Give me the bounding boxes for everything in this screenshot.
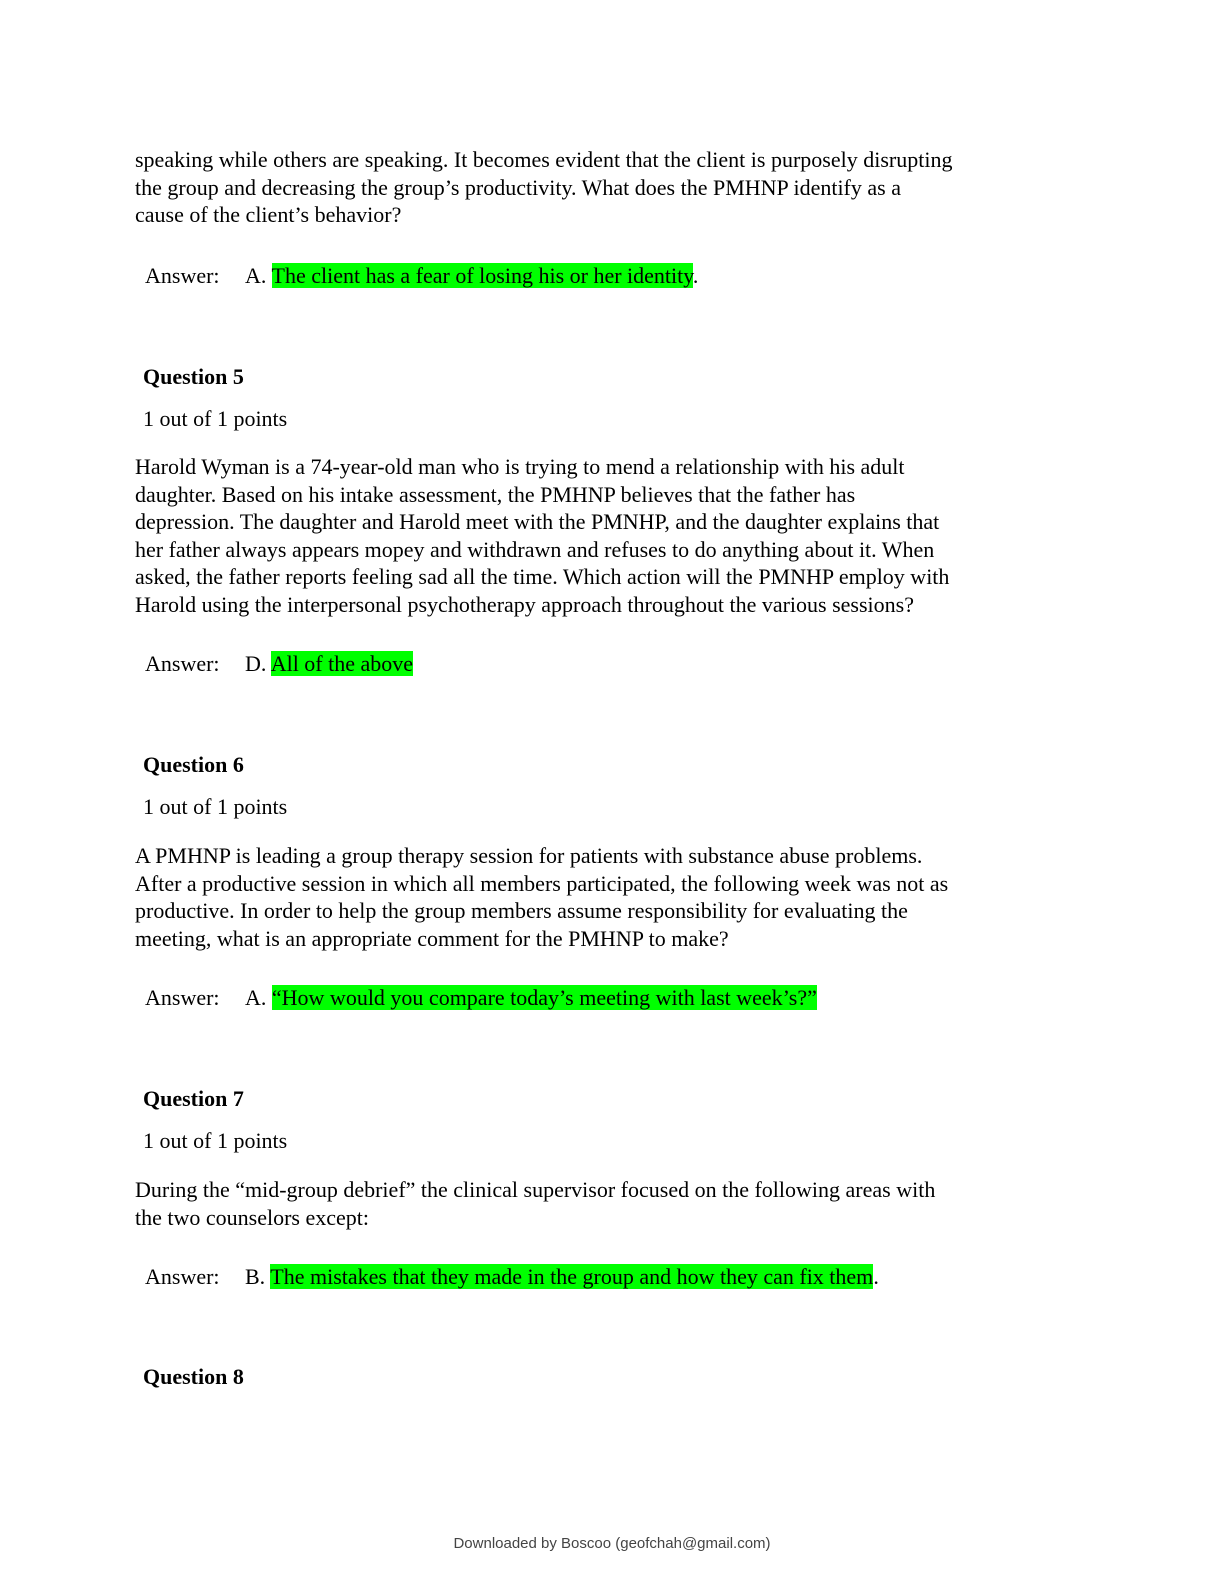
text-line: depression. The daughter and Harold meet with the PMNHP, and the daughter explains that (135, 509, 940, 534)
question-6-points: 1 out of 1 points (143, 794, 288, 819)
text-line: Harold using the interpersonal psychotherapy approach throughout the various sessions? (135, 591, 914, 617)
question-6-answer (145, 984, 817, 1011)
answer-trailing: . (692, 263, 699, 288)
text-line: cause of the client’s behavior? (135, 202, 402, 227)
question-4-text (135, 146, 1035, 229)
answer-letter: A. (245, 263, 267, 288)
question-6-text (135, 842, 1035, 952)
answer-label: Answer: (145, 1264, 220, 1289)
answer-letter: A. (245, 985, 267, 1010)
text-line: meeting, what is an appropriate comment for the PMHNP to make? (135, 925, 729, 951)
text-line: daughter. Based on his intake assessment, the PMHNP believes that the father has (135, 481, 856, 507)
question-8-title: Question 8 (143, 1364, 244, 1389)
text-line: her father always appears mopey and withdrawn and refuses to do anything about it. When (135, 536, 935, 562)
answer-highlight: The mistakes that they made in the group and how they can fix them (270, 1264, 874, 1289)
answer-letter: B. (245, 1264, 266, 1289)
answer-trailing: . (873, 1264, 879, 1289)
question-4-answer (145, 262, 698, 289)
text-line: productive. In order to help the group members assume responsibility for evaluating the (135, 898, 908, 923)
text-line: After a productive session in which all members participated, the following week was not as (135, 870, 949, 896)
answer-letter: D. (245, 651, 267, 676)
answer-highlight: All of the above (270, 651, 414, 676)
text-line: the group and decreasing the group’s productivity. What does the PMHNP identify as a (135, 174, 901, 200)
text-line: asked, the father reports feeling sad all the time. Which action will the PMNHP employ with (135, 564, 950, 589)
answer-label: Answer: (145, 985, 220, 1010)
answer-highlight: The client has a fear of losing his or her identity (271, 263, 693, 288)
question-5-points: 1 out of 1 points (143, 406, 288, 431)
question-5-text (135, 453, 1035, 618)
text-line: Harold Wyman is a 74-year-old man who is trying to mend a relationship with his adult (135, 454, 905, 479)
answer-label: Answer: (145, 263, 220, 288)
text-line: speaking while others are speaking. It becomes evident that the client is purposely disrupting (135, 147, 953, 172)
question-7-text (135, 1176, 1035, 1231)
text-line: A PMHNP is leading a group therapy session for patients with substance abuse problems. (135, 843, 923, 868)
question-5-title: Question 5 (143, 364, 244, 389)
question-6-title: Question 6 (143, 752, 244, 777)
question-7-title: Question 7 (143, 1086, 244, 1111)
download-footer: Downloaded by Boscoo (geofchah@gmail.com) (453, 1535, 771, 1552)
text-line: During the “mid-group debrief” the clinical supervisor focused on the following areas with (135, 1177, 936, 1202)
question-7-answer (145, 1263, 879, 1290)
text-line: the two counselors except: (135, 1204, 369, 1230)
question-5-answer (145, 650, 413, 677)
answer-highlight: “How would you compare today’s meeting with last week’s?” (271, 985, 817, 1010)
question-7-points: 1 out of 1 points (143, 1128, 288, 1153)
answer-label: Answer: (145, 651, 220, 676)
